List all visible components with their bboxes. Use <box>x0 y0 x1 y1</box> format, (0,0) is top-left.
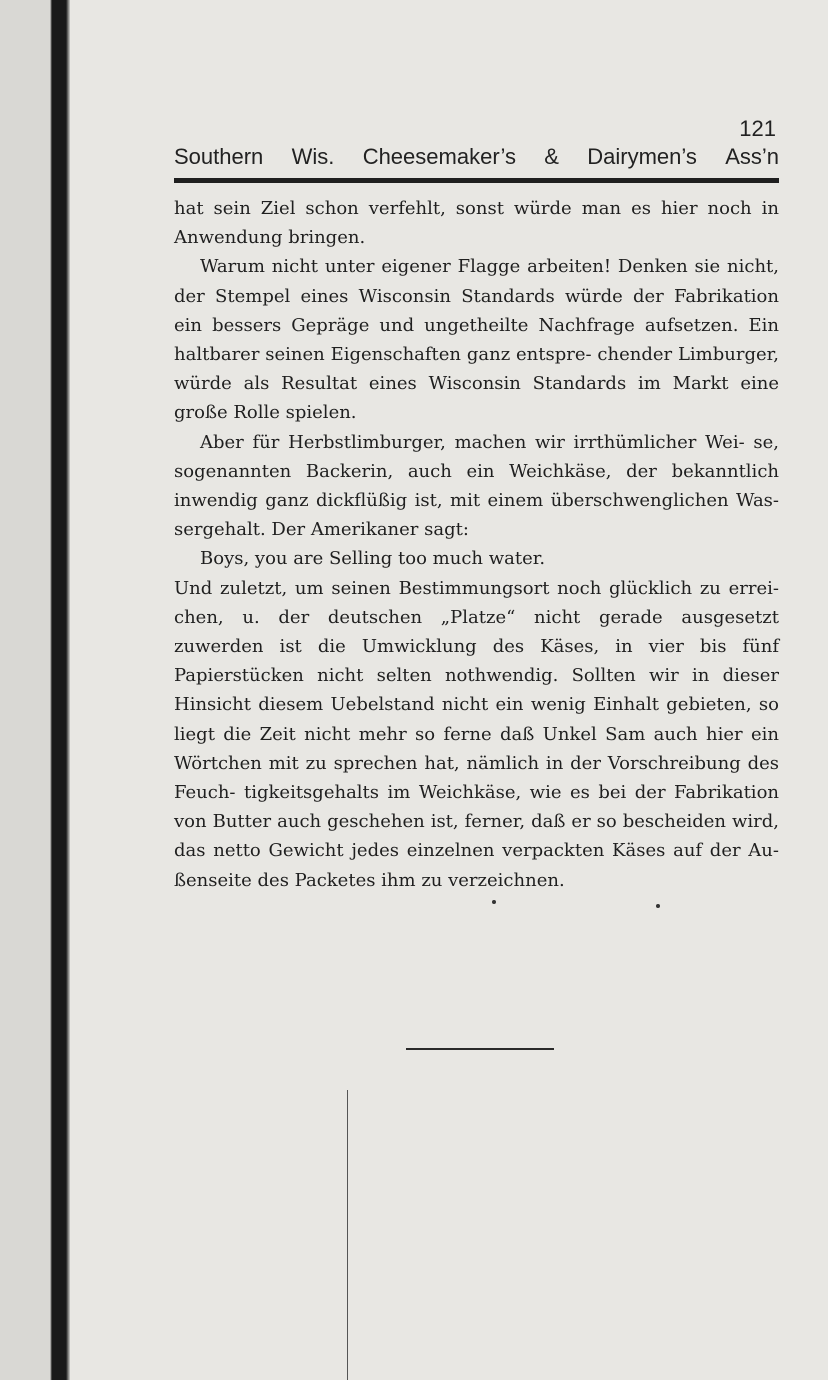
page-number: 121 <box>739 116 776 141</box>
body-text <box>174 194 779 895</box>
vertical-rule <box>347 1090 348 1380</box>
paragraph: hat sein Ziel schon verfehlt, sonst würde man es hier noch in Anwendung bringen. <box>174 198 779 249</box>
running-head-word: Ass’n <box>725 144 779 169</box>
running-head-word: Cheesemaker’s <box>362 144 516 169</box>
running-head-word: & <box>544 144 559 169</box>
section-end-rule <box>406 1048 554 1050</box>
paragraph: Aber für Herbstlimburger, machen wir irrthümlicher Wei- se, sogenannten Backerin, auch ein Weichkäse, der bekanntlich inwendig ganz dickflüßig ist, mit einem überschwenglichen Was- sergehalt. Der Amerikaner sagt: <box>174 431 779 541</box>
header-rule <box>174 178 779 183</box>
ink-speck <box>656 904 660 908</box>
book-binding-edge <box>0 0 70 1380</box>
running-head-word: Southern <box>174 144 264 169</box>
paragraph: Warum nicht unter eigener Flagge arbeiten! Denken sie nicht, der Stempel eines Wisconsin Standards würde der Fabrikation ein bessers Gepräge und ungetheilte Nachfrage aufsetzen. Ein haltbarer seinen Eigenschaften ganz entspre- chender Limburger, würde als Resultat eines Wisconsin Standards im Markt eine große Rolle spielen. <box>174 256 779 424</box>
running-head-word: Wis. <box>291 144 335 169</box>
running-head <box>174 144 779 170</box>
paragraph: Boys, you are Selling too much water. <box>200 548 546 570</box>
ink-speck <box>492 900 496 904</box>
running-head-word: Dairymen’s <box>587 144 697 169</box>
paragraph: Und zuletzt, um seinen Bestimmungsort noch glücklich zu errei- chen, u. der deutschen „Platze“ nicht gerade ausgesetzt zuwerden ist die Umwicklung des Käses, in vier bis fünf Papierstücken nicht selten nothwendig. Sollten wir in dieser Hinsicht diesem Uebelstand nicht ein wenig Einhalt gebieten, so liegt die Zeit nicht mehr so ferne daß Unkel Sam auch hier ein Wörtchen mit zu sprechen hat, nämlich in der Vorschreibung des Feuch- tigkeitsgehalts im Weichkäse, wie es bei der Fabrikation von Butter auch geschehen ist, ferner, daß er so bescheiden wird, das netto Gewicht jedes einzelnen verpackten Käses auf der Au- ßenseite des Packetes ihm zu verzeichnen. <box>174 577 779 891</box>
